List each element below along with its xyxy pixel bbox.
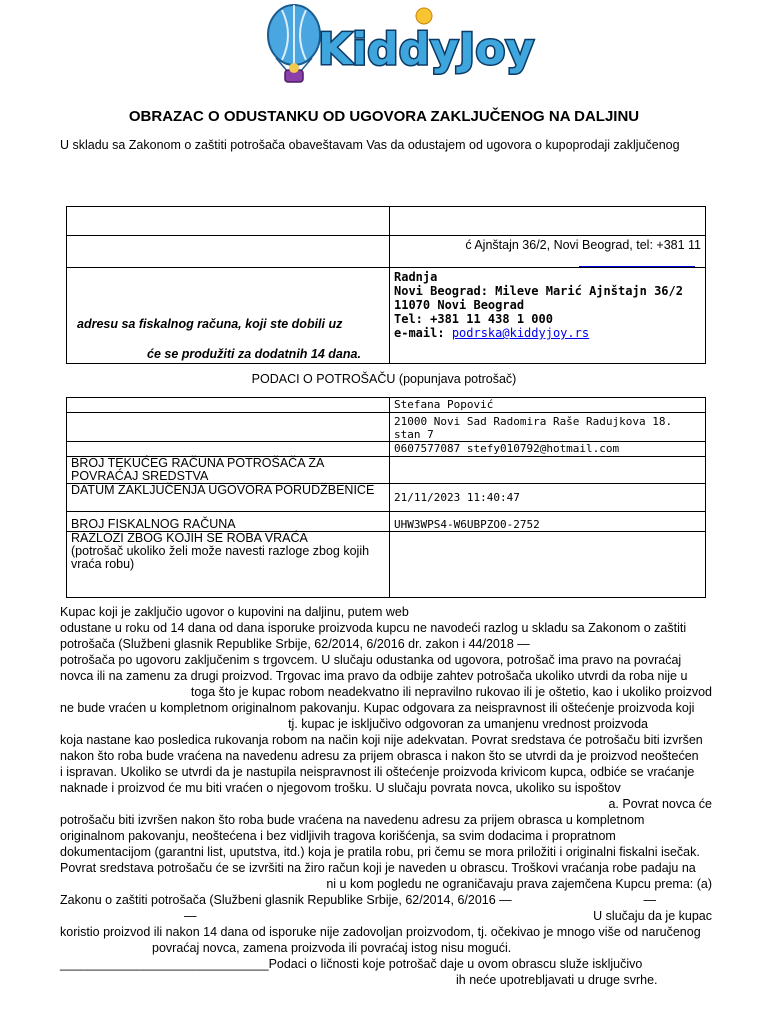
terms-line: potrošaču biti izvršen nakon što roba bude vraćena na navedenu adresu za prijem obrasca u kompletnom — [60, 813, 645, 827]
terms-line-text: Podaci o ličnosti koje potrošač daje u ovom obrascu služe isključivo — [268, 957, 643, 971]
terms-line: i ispravan. Ukoliko se utvrdi da je nastupila neispravnost ili oštećenje proizvoda krivicom kupca, odbiće se vraćanje — [60, 765, 695, 779]
store-email-row — [394, 326, 701, 340]
terms-line: naknade i proizvod će mu biti vraćen o njegovom trošku. U slučaju povrata novca, ukoliko su ispoštov — [60, 781, 621, 795]
terms-line: potrošača (Službeni glasnik Republike Srbije, 62/2014, 6/2016 dr. zakon i 44/2018 — — [60, 637, 530, 651]
consumer-heading: PODACI O POTROŠAČU — [251, 372, 396, 386]
consumer-name: Stefana Popović — [390, 398, 706, 413]
store-label: Radnja — [394, 270, 438, 284]
terms-line: toga što je kupac robom neadekvatno ili nepravilno rukovao ili je oštetio, kao i ukoliko proizvod — [190, 685, 712, 699]
seller-address-fragment: ć Ajnštajn 36/2, Novi Beograd, tel: +381 11 — [465, 238, 701, 252]
form-title: OBRAZAC O ODUSTANKU OD UGOVORA ZAKLJUČENOG NA DALJINU — [128, 108, 640, 125]
seller-link-underline — [579, 252, 695, 267]
terms-line: ni u kom pogledu ne ograničavaju prava zajemčena Kupcu prema: (a) — [326, 877, 712, 891]
kiddyjoy-logo — [258, 2, 535, 88]
store-info — [390, 268, 706, 364]
fiscal-address-note: adresu sa fiskalnog računa, koji ste dobili uz — [77, 317, 343, 331]
consumer-heading-note: (popunjava potrošač) — [398, 372, 517, 386]
reasons-note: (potrošač ukoliko želi može navesti razloge zbog kojih vraća robu) — [71, 544, 370, 571]
seller-cell-empty-1 — [67, 207, 390, 236]
terms-line: ih neće upotrebljavati u druge svrhe. — [456, 973, 658, 987]
terms-line: povraćaj novca, zamena proizvoda ili povraćaj istog nisu mogući. — [152, 941, 512, 955]
terms-line: potrošača po ugovoru zaključenim s trgovcem. U slučaju odustanka od ugovora, potrošač ima pravo na povraćaj — [60, 653, 682, 667]
seller-table — [66, 206, 706, 364]
terms-line: ne bude vraćen u kompletnom originalnom pakovanju. Kupac odgovara za neispravnost ili oštećenje proizvoda koji — [60, 701, 695, 715]
reasons-cell — [67, 532, 390, 598]
signature-line: ______________________________ — [60, 957, 269, 971]
consumer-contact: 0607577087 stefy010792@hotmail.com — [390, 442, 706, 457]
consumer-table — [66, 397, 706, 598]
terms-line — [60, 892, 712, 908]
terms-line: tj. kupac je isključivo odgovoran za umanjenu vrednost proizvoda — [288, 717, 648, 731]
terms-line: originalnom pakovanju, neoštećena i bez vidljivih tragova korišćenja, sa svim dodacima i propratnom — [60, 829, 616, 843]
fiscal-value: UHW3WPS4-W6UBPZO0-2752 — [390, 512, 706, 532]
seller-cell-empty-3 — [67, 236, 390, 268]
terms-line — [60, 956, 712, 972]
terms-line: nakon što roba bude vraćena na navedenu adresu za prijem obrasca i nakon što se utvrdi da je proizvod neoštećen — [60, 749, 699, 763]
seller-cell-empty-2 — [390, 207, 706, 236]
logo-wordmark: KiddyJoy — [318, 24, 535, 75]
email-label: e-mail: — [394, 326, 445, 340]
extension-note: će se produžiti za dodatnih 14 dana. — [147, 347, 361, 361]
account-label: BROJ TEKUĆEG RAČUNA POTROŠAČA ZA POVRAĆAJ SREDSTVA — [67, 457, 390, 484]
date-value: 21/11/2023 11:40:47 — [390, 484, 706, 512]
terms-line: koristio proizvod ili nakon 14 dana od isporuke nije zadovoljan proizvodom, tj. očekivao je mnogo više od naručenog — [60, 925, 701, 939]
consumer-section-heading — [0, 372, 768, 386]
terms-line: a. Povrat novca će — [608, 797, 712, 811]
terms-line: koja nastane kao posledica rukovanja robom na način koji nije adekvatan. Povrat sredstava će potrošaču biti izvršen — [60, 733, 703, 747]
terms-line-text: U slučaju da je kupac — [593, 909, 712, 923]
terms-line: novca ili na zamenu za drugi proizvod. Trgovac ima pravo da odbije zahtev potrošača ukoliko utvrdi da roba nije u — [60, 669, 688, 683]
email-link[interactable]: podrska@kiddyjoy.rs — [451, 326, 590, 340]
intro-text: U skladu sa Zakonom o zaštiti potrošača obaveštavam Vas da odustajem od ugovora o kupoprodaji zaključenog — [60, 138, 680, 152]
store-city: 11070 Novi Beograd — [394, 298, 525, 312]
terms-line: Kupac koji je zaključio ugovor o kupovini na daljinu, putem web — [60, 605, 409, 619]
reasons-value — [390, 532, 706, 598]
terms-dash: — — [184, 909, 197, 923]
store-address: Novi Beograd: Mileve Marić Ajnštajn 36/2 — [394, 284, 683, 298]
terms-line: Povrat sredstava potrošaču će se izvršiti na žiro račun koji je naveden u obrascu. Troškovi vraćanja robe padaju na — [60, 861, 696, 875]
terms-line — [60, 908, 712, 924]
reasons-label: RAZLOZI ZBOG KOJIH SE ROBA VRAĆA — [71, 531, 308, 545]
terms-line: dokumentacijom (garantni list, uputstva, itd.) koja je pratila robu, pri čemu se mora priložiti i originalni fiskalni isečak. — [60, 845, 700, 859]
fiscal-label: BROJ FISKALNOG RAČUNA — [67, 512, 390, 532]
terms-line: odustane u roku od 14 dana od dana isporuke proizvoda kupcu ne navodeći razlog u skladu sa Zakonom o zaštiti — [60, 621, 687, 635]
terms-line-text: Zakonu o zaštiti potrošača (Službeni glasnik Republike Srbije, 62/2014, 6/2016 — — [60, 893, 512, 907]
consumer-address: 21000 Novi Sad Radomira Raše Radujkova 18. stan 7 — [390, 413, 706, 442]
store-phone: Tel: +381 11 438 1 000 — [394, 312, 553, 326]
account-value — [390, 457, 706, 484]
terms-text — [60, 604, 712, 988]
terms-dash: — — [643, 893, 656, 907]
date-label: DATUM ZAKLJUČENJA UGOVORA PORUDŽBENICE — [67, 484, 390, 512]
